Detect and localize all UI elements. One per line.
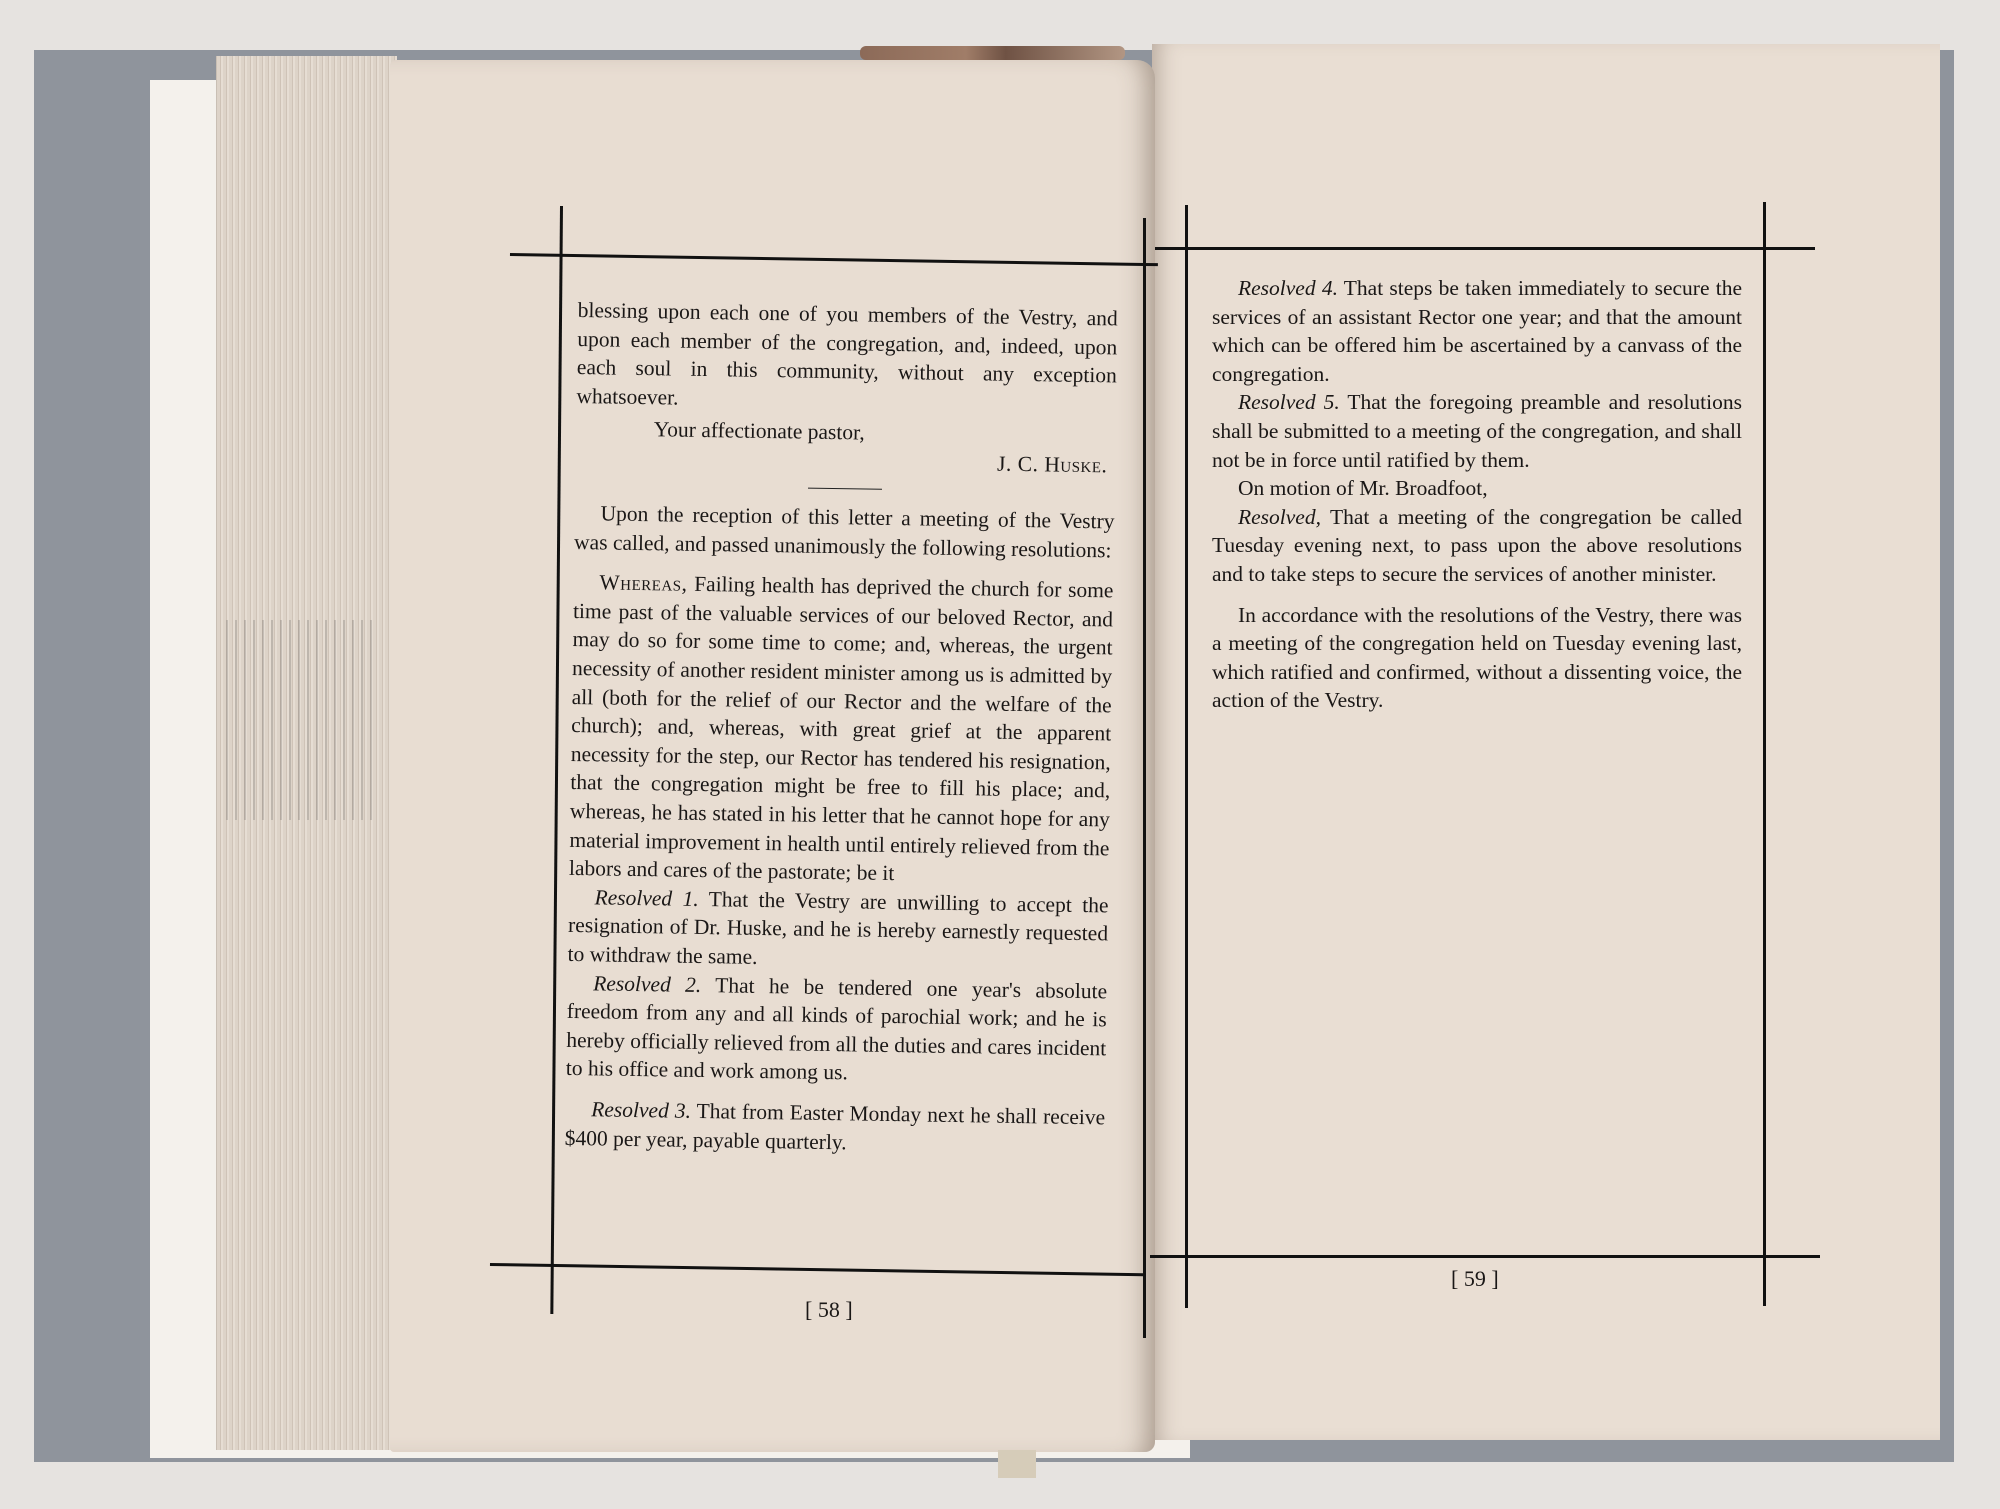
resolution-text: That from Easter Monday next he shall receive $400 per year, payable quarterly. — [564, 1098, 1106, 1154]
right-page — [1152, 44, 1940, 1440]
bookmark-ribbon — [998, 1450, 1036, 1478]
right-page-number: [ 59 ] — [1451, 1266, 1499, 1291]
whereas-label: Whereas, — [599, 570, 688, 597]
resolution-label: Resolved 1. — [594, 885, 699, 911]
whereas-text: Failing health has deprived the church for some time past of the valuable services of our beloved Rector, and may do so for some time to come; and, whereas, the urgent necessity of another resident minister among us is admitted by all (both for the relief of our Rector and the welfare of the church); and, whereas, with great grief at the apparent necessity for the step, our Rector has tendered his resignation, that the congregation might be free to fill his place; and, whereas, he has stated in his letter that he cannot hope for any material improvement in health until entirely relieved from the labors and cares of the pastorate; be it — [568, 572, 1114, 886]
resolution-text: That the Vestry are unwilling to accept the resignation of Dr. Huske, and he is hereby earnestly requested to withdraw the same. — [567, 886, 1109, 969]
letter-ending: blessing upon each one of you members of the Vestry, and upon each member of the congregation, and, indeed, upon each soul in this community, without any exception whatsoever. — [576, 297, 1118, 410]
stack-ink-mark — [226, 620, 376, 820]
right-frame-top-rule — [1155, 247, 1815, 250]
closing-paragraph: In accordance with the resolutions of the Vestry, there was a meeting of the congregation held on Tuesday evening last, which ratified and confirmed, without a dissenting voice, the action of the Vestry. — [1212, 602, 1742, 713]
whereas-paragraph — [569, 568, 1114, 891]
resolved-label: Resolved, — [1238, 504, 1321, 529]
left-page-text — [565, 296, 1118, 1161]
letter-signature: J. C. Huske. — [996, 451, 1108, 478]
resolution-text: That he be tendered one year's absolute freedom from any and all kinds of parochial work; and he is hereby officially relieved from all the duties and cares incident to his office and work among us. — [565, 972, 1108, 1085]
right-frame-bottom-rule — [1150, 1255, 1820, 1258]
resolved-paragraph — [1212, 503, 1742, 589]
resolution-3 — [565, 1095, 1106, 1161]
resolution-4 — [1212, 274, 1742, 388]
left-page-number: [ 58 ] — [805, 1297, 853, 1322]
binding-thread — [860, 46, 1125, 60]
resolution-5 — [1212, 388, 1742, 474]
section-divider — [808, 487, 882, 490]
resolution-2 — [566, 968, 1108, 1091]
resolution-text: That steps be taken immediately to secure the services of an assistant Rector one year; and that the amount which can be offered him be ascertained by a canvass of the congregation. — [1212, 276, 1742, 386]
resolution-label: Resolved 5. — [1238, 390, 1340, 415]
right-page-text — [1212, 274, 1742, 715]
right-frame-left-rule — [1185, 205, 1188, 1308]
resolution-label: Resolved 2. — [593, 970, 702, 997]
intro-paragraph: Upon the reception of this letter a meeting of the Vestry was called, and passed unanimously the following resolutions: — [573, 501, 1115, 563]
right-frame-right-rule — [1763, 202, 1766, 1306]
resolution-text: That the foregoing preamble and resolutions shall be submitted to a meeting of the congregation, and shall not be in force until ratified by them. — [1212, 390, 1742, 472]
resolution-label: Resolved 4. — [1238, 276, 1338, 300]
resolution-label: Resolved 3. — [591, 1097, 692, 1123]
letter-closing: Your affectionate pastor, — [653, 417, 865, 445]
resolved-text: That a meeting of the congregation be called Tuesday evening next, to pass upon the above resolutions and to take steps to secure the services of another minister. — [1212, 504, 1742, 586]
motion-line: On motion of Mr. Broadfoot, — [1238, 476, 1488, 501]
resolution-1 — [567, 883, 1108, 977]
left-frame-right-rule — [1143, 218, 1146, 1338]
